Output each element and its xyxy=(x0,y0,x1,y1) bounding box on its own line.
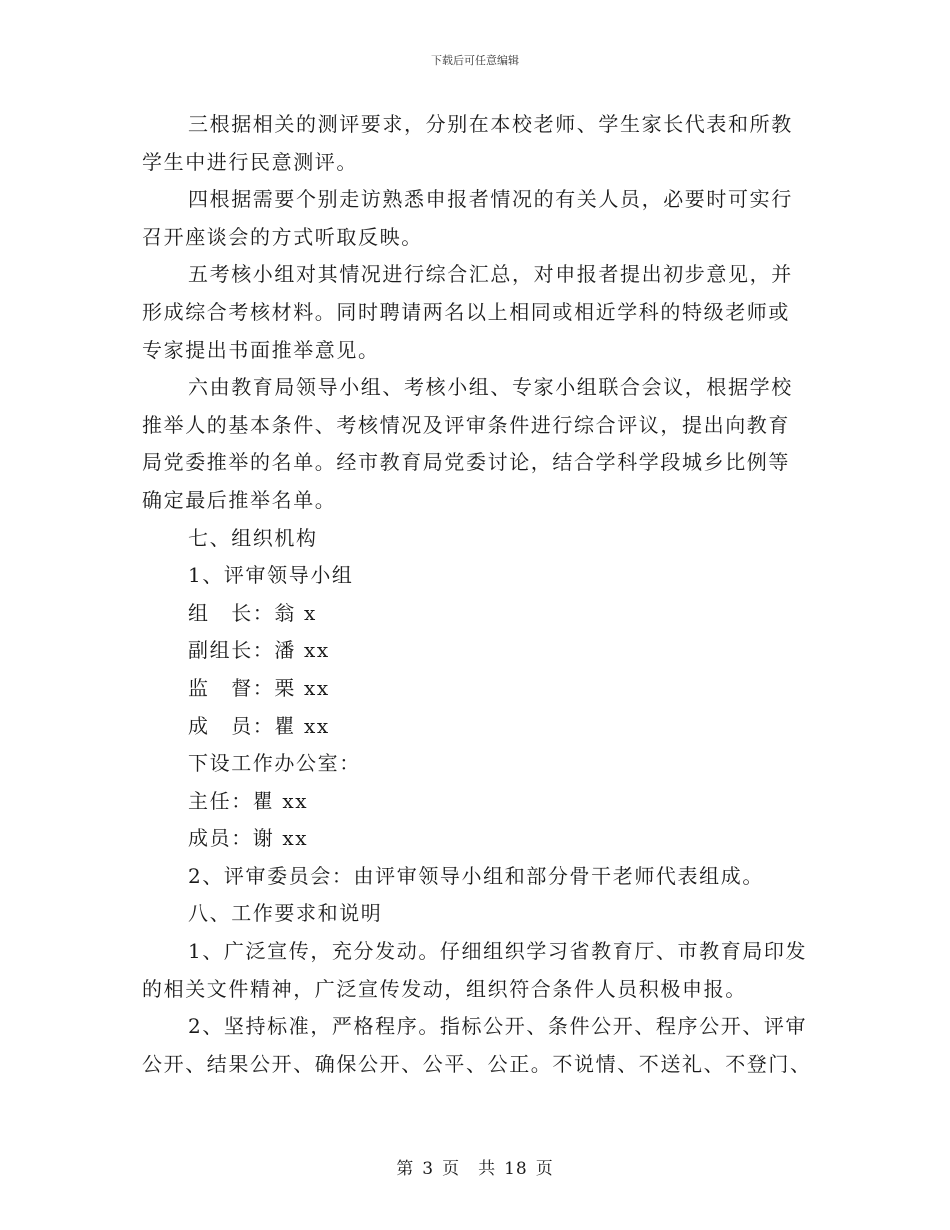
list-item: 组 长：翁 x xyxy=(188,600,317,625)
body-text xyxy=(142,106,812,1083)
list-item: 成员：谢 xx xyxy=(188,826,309,851)
paragraph-line: 2、坚持标准，严格程序。指标公开、条件公开、程序公开、评审 xyxy=(188,1014,808,1039)
page-header: 下载后可任意编辑 xyxy=(431,54,519,67)
paragraph-line: 确定最后推举名单。 xyxy=(142,487,337,512)
subsection-heading: 1、评审领导小组 xyxy=(188,563,354,588)
list-item: 下设工作办公室： xyxy=(188,751,361,776)
paragraph-line: 的相关文件精神，广泛宣传发动，组织符合条件人员积极申报。 xyxy=(142,976,747,1001)
paragraph-line: 学生中进行民意测评。 xyxy=(142,149,358,174)
page-footer xyxy=(0,1154,950,1179)
paragraph-line: 召开座谈会的方式听取反映。 xyxy=(142,224,423,249)
paragraph-line: 四根据需要个别走访熟悉申报者情况的有关人员，必要时可实行 xyxy=(188,187,793,212)
paragraph-line: 专家提出书面推举意见。 xyxy=(142,337,380,362)
paragraph-line: 五考核小组对其情况进行综合汇总，对申报者提出初步意见，并 xyxy=(188,262,793,287)
footer-suffix: 页 xyxy=(535,1159,554,1179)
list-item: 监 督：栗 xx xyxy=(188,675,330,700)
paragraph-line: 三根据相关的测评要求，分别在本校老师、学生家长代表和所教 xyxy=(188,112,793,136)
current-page-number: 3 xyxy=(422,1159,435,1179)
section-heading: 七、组织机构 xyxy=(188,525,318,550)
paragraph-line: 推举人的基本条件、考核情况及评审条件进行综合评议，提出向教育 xyxy=(142,412,790,437)
footer-prefix: 第 xyxy=(396,1159,415,1179)
paragraph-line: 六由教育局领导小组、考核小组、专家小组联合会议，根据学校 xyxy=(188,375,793,400)
paragraph-line: 公开、结果公开、确保公开、公平、公正。不说情、不送礼、不登门、 xyxy=(142,1051,812,1076)
paragraph-line: 形成综合考核材料。同时聘请两名以上相同或相近学科的特级老师或 xyxy=(142,299,790,324)
footer-mid: 页 共 xyxy=(442,1159,497,1179)
subsection-heading: 2、评审委员会：由评审领导小组和部分骨干老师代表组成。 xyxy=(188,863,764,888)
total-page-count: 18 xyxy=(504,1159,528,1179)
list-item: 副组长：潘 xx xyxy=(188,638,330,663)
list-item: 主任：瞿 xx xyxy=(188,788,309,813)
list-item: 成 员：瞿 xx xyxy=(188,713,330,738)
paragraph-line: 局党委推举的名单。经市教育局党委讨论，结合学科学段城乡比例等 xyxy=(142,450,790,475)
paragraph-line: 1、广泛宣传，充分发动。仔细组织学习省教育厅、市教育局印发 xyxy=(188,939,808,964)
section-heading: 八、工作要求和说明 xyxy=(188,901,383,926)
